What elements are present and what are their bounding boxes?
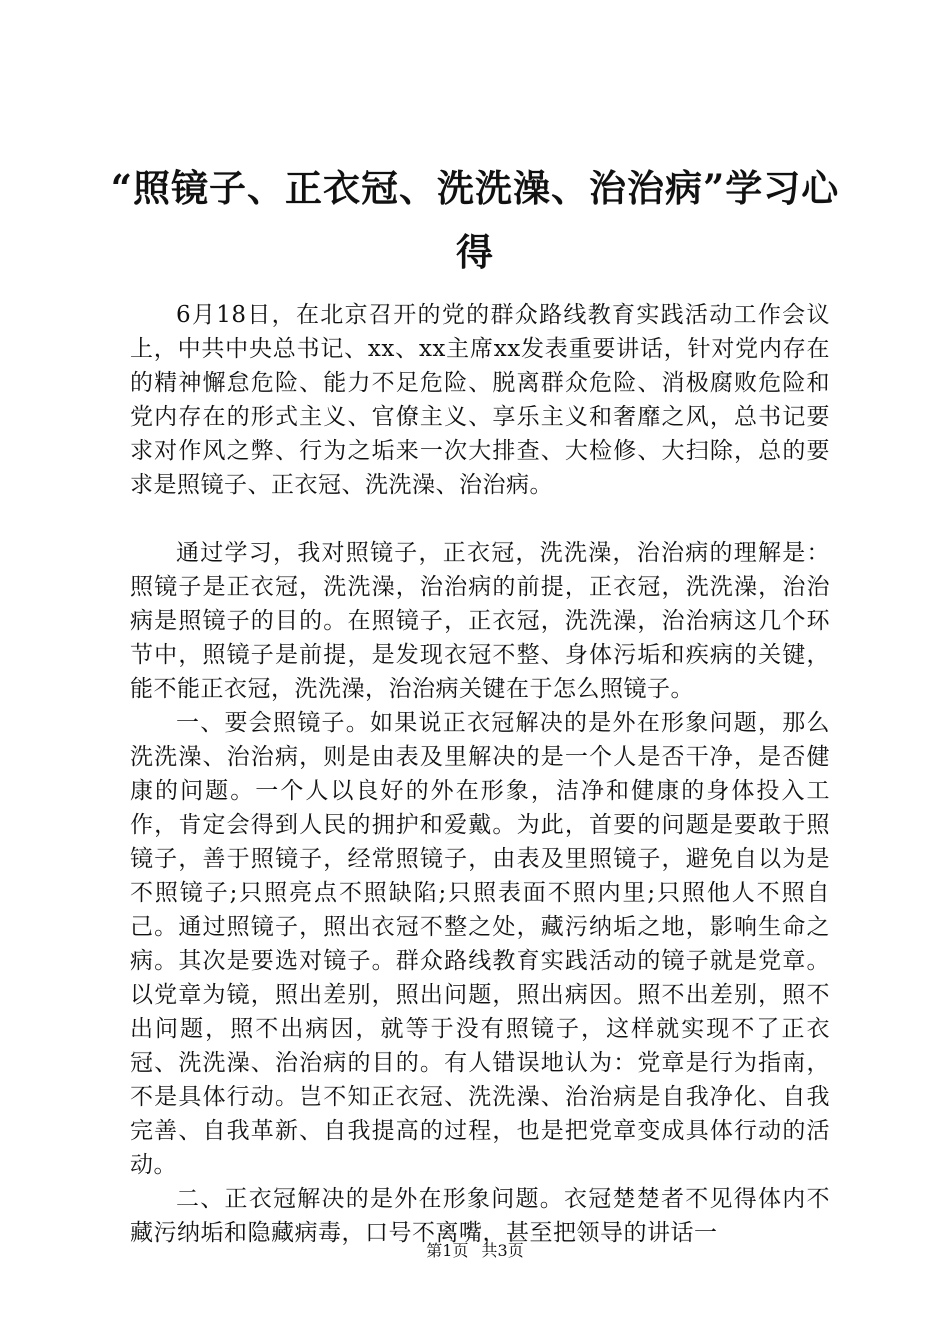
paragraph-intro: 6月18日，在北京召开的党的群众路线教育实践活动工作会议上，中共中央总书记、xx、xx主席xx发表重要讲话，针对党内存在的精神懈怠危险、能力不足危险、脱离群众危险、消极腐败危险和党内存在的形式主义、官僚主义、享乐主义和奢靡之风，总书记要求对作风之弊、行为之垢来一次大排查、大检修、大扫除，总的要求是照镜子、正衣冠、洗洗澡、治治病。 [130,302,830,498]
paragraph-understanding: 通过学习，我对照镜子，正衣冠，洗洗澡，治治病的理解是：照镜子是正衣冠，洗洗澡，治治病的前提，正衣冠，洗洗澡，治治病是照镜子的目的。在照镜子，正衣冠，洗洗澡，治治病这几个环节中，照镜子是前提，是发现衣冠不整、身体污垢和疾病的关键，能不能正衣冠，洗洗澡，治治病关键在于怎么照镜子。 [130,540,830,702]
page-footer [0,1241,950,1261]
document-body [130,298,830,1250]
page-number-current: 第1页 [426,1241,469,1260]
paragraph-section-one: 一、要会照镜子。如果说正衣冠解决的是外在形象问题，那么洗洗澡、治治病，则是由表及里解决的是一个人是否干净，是否健康的问题。一个人以良好的外在形象，洁净和健康的身体投入工作，肯定会得到人民的拥护和爱戴。为此，首要的问题是要敢于照镜子，善于照镜子，经常照镜子，由表及里照镜子，避免自以为是不照镜子;只照亮点不照缺陷;只照表面不照内里;只照他人不照自己。通过照镜子，照出衣冠不整之处，藏污纳垢之地，影响生命之病。其次是要选对镜子。群众路线教育实践活动的镜子就是党章。以党章为镜，照出差别，照出问题，照出病因。照不出差别，照不出问题，照不出病因，就等于没有照镜子，这样就实现不了正衣冠、洗洗澡、治治病的目的。有人错误地认为：党章是行为指南，不是具体行动。岂不知正衣冠、洗洗澡、治治病是自我净化、自我完善、自我革新、自我提高的过程，也是把党章变成具体行动的活动。 [130,710,830,1178]
document-title: “照镜子、正衣冠、洗洗澡、治治病”学习心得 [110,166,840,274]
paragraph-section-two: 二、正衣冠解决的是外在形象问题。衣冠楚楚者不见得体内不藏污纳垢和隐藏病毒，口号不离嘴，甚至把领导的讲话一 [130,1186,830,1246]
page-number-total: 共3页 [481,1241,524,1260]
